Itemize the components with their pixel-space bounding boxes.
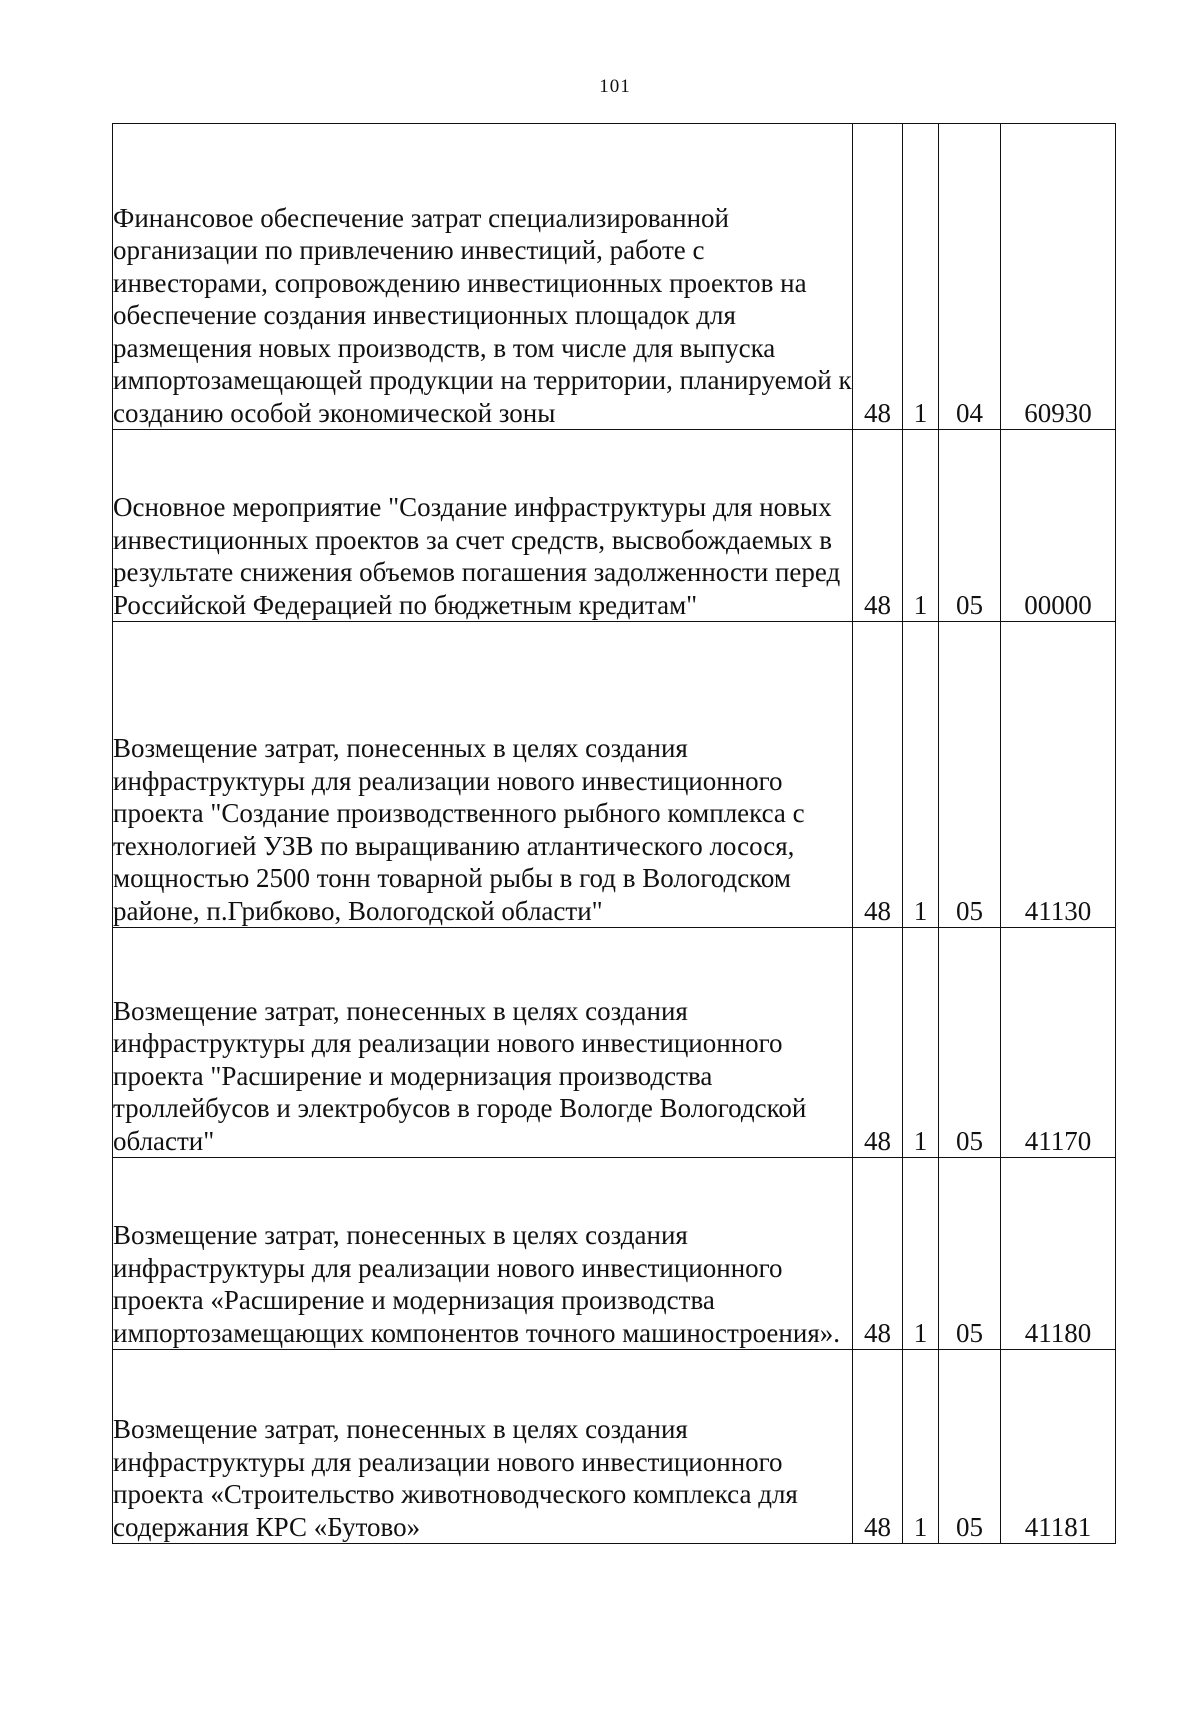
- page-number: 101: [599, 76, 631, 97]
- row-description: Возмещение затрат, понесенных в целях создания инфраструктуры для реализации нового инвестиционного проекта "Расширение и модернизация производства троллейбусов и электробусов в городе Вологде Вологодской области": [113, 928, 853, 1158]
- code-column-2: 1: [903, 1350, 939, 1544]
- code-column-1: 48: [853, 1350, 903, 1544]
- code-column-1: 48: [853, 1158, 903, 1350]
- row-description: Возмещение затрат, понесенных в целях создания инфраструктуры для реализации нового инвестиционного проекта «Строительство животноводческого комплекса для содержания КРС «Бутово»: [113, 1350, 853, 1544]
- code-column-3: 05: [939, 1350, 1001, 1544]
- code-column-2: 1: [903, 928, 939, 1158]
- code-column-1: 48: [853, 124, 903, 430]
- table-row: [113, 430, 1116, 622]
- code-column-4: 60930: [1001, 124, 1116, 430]
- code-column-4: 41181: [1001, 1350, 1116, 1544]
- code-column-4: 41130: [1001, 622, 1116, 928]
- code-column-1: 48: [853, 928, 903, 1158]
- code-column-1: 48: [853, 430, 903, 622]
- row-description: Финансовое обеспечение затрат специализированной организации по привлечению инвестиций, работе с инвесторами, сопровождению инвестиционных проектов на обеспечение создания инвестиционных площадок для размещения новых производств, в том числе для выпуска импортозамещающей продукции на территории, планируемой к созданию особой экономической зоны: [113, 124, 853, 430]
- code-column-2: 1: [903, 1158, 939, 1350]
- code-column-3: 05: [939, 622, 1001, 928]
- code-column-2: 1: [903, 622, 939, 928]
- table-row: [113, 1158, 1116, 1350]
- code-column-1: 48: [853, 622, 903, 928]
- table-row: [113, 1350, 1116, 1544]
- row-description: Возмещение затрат, понесенных в целях создания инфраструктуры для реализации нового инвестиционного проекта "Создание производственного рыбного комплекса с технологией УЗВ по выращиванию атлантического лосося, мощностью 2500 тонн товарной рыбы в год в Вологодском районе, п.Грибково, Вологодской области": [113, 622, 853, 928]
- table-row: [113, 928, 1116, 1158]
- code-column-4: 00000: [1001, 430, 1116, 622]
- row-description: Основное мероприятие "Создание инфраструктуры для новых инвестиционных проектов за счет средств, высвобождаемых в результате снижения объемов погашения задолженности перед Российской Федерацией по бюджетным кредитам": [113, 430, 853, 622]
- code-column-2: 1: [903, 430, 939, 622]
- code-column-4: 41180: [1001, 1158, 1116, 1350]
- code-column-3: 04: [939, 124, 1001, 430]
- code-column-3: 05: [939, 1158, 1001, 1350]
- code-column-3: 05: [939, 928, 1001, 1158]
- row-description: Возмещение затрат, понесенных в целях создания инфраструктуры для реализации нового инвестиционного проекта «Расширение и модернизация производства импортозамещающих компонентов точного машиностроения».: [113, 1158, 853, 1350]
- table-row: [113, 124, 1116, 430]
- table-row: [113, 622, 1116, 928]
- code-column-2: 1: [903, 124, 939, 430]
- budget-table: [112, 123, 1116, 1544]
- code-column-4: 41170: [1001, 928, 1116, 1158]
- code-column-3: 05: [939, 430, 1001, 622]
